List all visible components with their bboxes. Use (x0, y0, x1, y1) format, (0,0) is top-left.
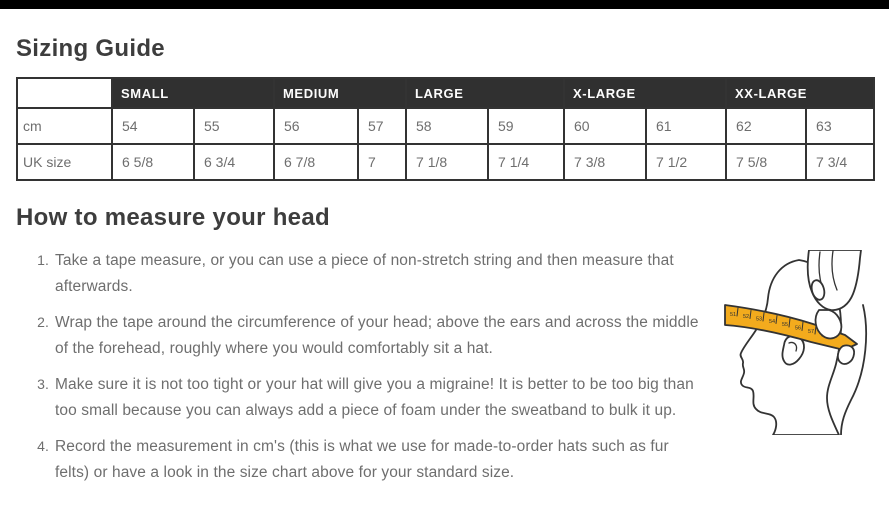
cm-row (17, 108, 874, 144)
header-medium: MEDIUM (274, 78, 406, 108)
measure-section (16, 248, 873, 485)
cell-uk: 7 1/4 (488, 144, 564, 180)
svg-text:57: 57 (808, 329, 815, 335)
cell-cm: 55 (194, 108, 274, 144)
sizing-guide-page (0, 35, 889, 485)
head-measure-illustration (723, 250, 873, 435)
instruction-step-2: 2. Wrap the tape around the circumference of your head; above the ears and across the middle of the forehead, roughly where you would comfortably sit a hat. (53, 310, 873, 361)
instruction-step-3: 3. Make sure it is not too tight or your hat will give you a migraine! It is better to be too big than too small because you can always add a piece of foam under the sweatband to bulk it up. (53, 372, 873, 423)
svg-text:52: 52 (743, 314, 750, 320)
svg-text:54: 54 (769, 319, 776, 325)
size-chart-table (16, 77, 875, 181)
header-xx-large: XX-LARGE (726, 78, 874, 108)
cell-cm: 61 (646, 108, 726, 144)
cell-uk: 7 3/8 (564, 144, 646, 180)
header-small: SMALL (112, 78, 274, 108)
row-label-cm: cm (17, 108, 112, 144)
cell-uk: 7 (358, 144, 406, 180)
cell-uk: 7 1/8 (406, 144, 488, 180)
cell-cm: 59 (488, 108, 564, 144)
section-title: How to measure your head (16, 204, 330, 231)
cell-cm: 63 (806, 108, 874, 144)
page-title: Sizing Guide (16, 35, 165, 62)
cell-cm: 54 (112, 108, 194, 144)
cell-uk: 7 3/4 (806, 144, 874, 180)
head-measure-icon (723, 250, 873, 435)
instruction-step-1: 1. Take a tape measure, or you can use a piece of non-stretch string and then measure that afterwards. (53, 248, 873, 299)
size-header-row (17, 78, 874, 108)
svg-text:55: 55 (782, 322, 789, 328)
cell-cm: 57 (358, 108, 406, 144)
cell-uk: 7 5/8 (726, 144, 806, 180)
top-divider-bar (0, 0, 889, 9)
svg-text:56: 56 (795, 325, 802, 332)
cell-cm: 56 (274, 108, 358, 144)
row-label-uk-size: UK size (17, 144, 112, 180)
cell-uk: 6 5/8 (112, 144, 194, 180)
cell-uk: 6 3/4 (194, 144, 274, 180)
header-large: LARGE (406, 78, 564, 108)
cell-uk: 7 1/2 (646, 144, 726, 180)
header-x-large: X-LARGE (564, 78, 726, 108)
cell-cm: 60 (564, 108, 646, 144)
instruction-step-4: 4. Record the measurement in cm's (this is what we use for made-to-order hats such as fur felts) or have a look in the size chart above for your standard size. (53, 434, 873, 485)
svg-text:51: 51 (730, 312, 737, 318)
svg-text:53: 53 (756, 316, 763, 323)
uk-size-row (17, 144, 874, 180)
cell-cm: 58 (406, 108, 488, 144)
corner-cell (17, 78, 112, 108)
cell-uk: 6 7/8 (274, 144, 358, 180)
cell-cm: 62 (726, 108, 806, 144)
